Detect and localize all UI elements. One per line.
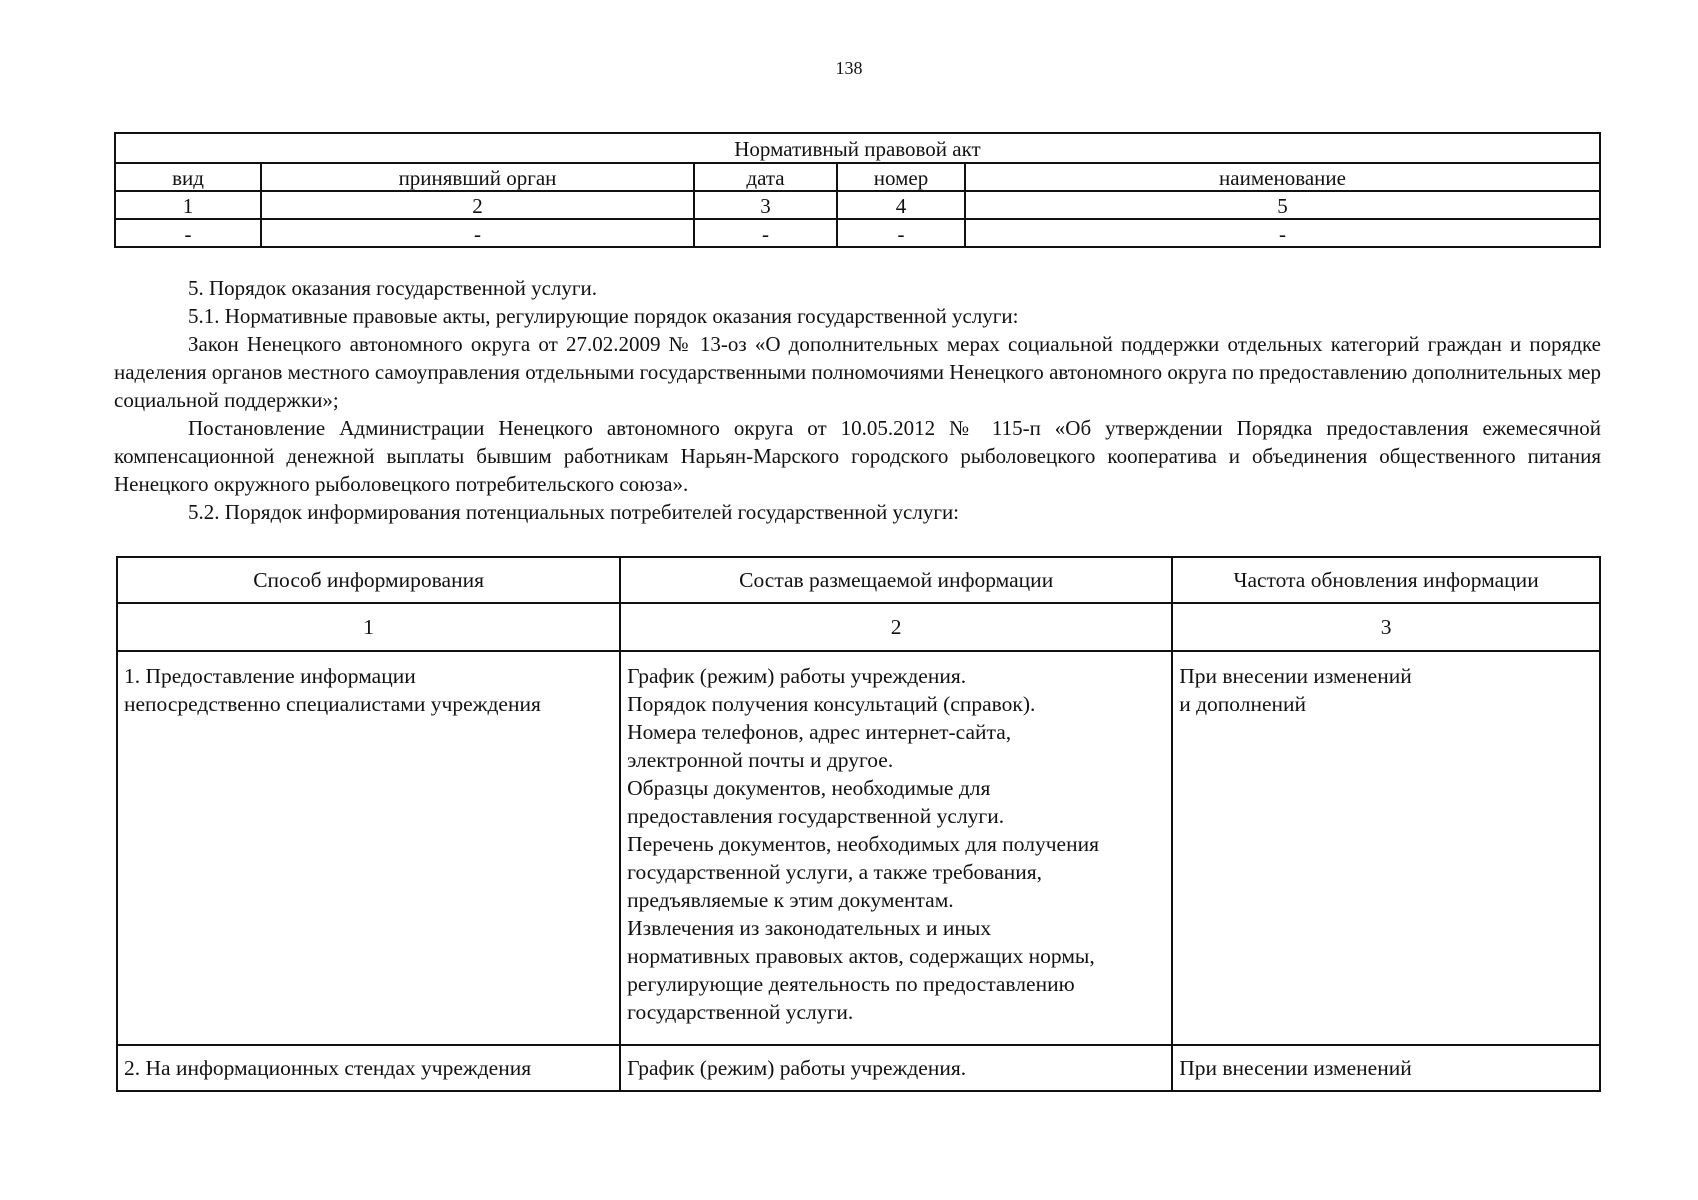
act-cell-value: -	[261, 219, 694, 247]
info-content-cell	[620, 651, 1172, 1045]
cell-line: Номера телефонов, адрес интернет-сайта,	[627, 720, 1012, 744]
act-cell-value: -	[115, 219, 261, 247]
act-cell-value: -	[694, 219, 837, 247]
section-heading: 5. Порядок оказания государственной услуги.	[188, 276, 597, 300]
info-content-cell: График (режим) работы учреждения.	[620, 1045, 1172, 1091]
info-col-number: 3	[1172, 603, 1600, 651]
info-col-number: 1	[117, 603, 620, 651]
act-header-number: номер	[837, 163, 965, 191]
informing-table	[116, 556, 1601, 1092]
resolution-paragraph: Постановление Администрации Ненецкого автономного округа от 10.05.2012 № 115-п «Об утверждении Порядка предоставления ежемесячной компенсационной денежной выплаты бывшим работникам Нарьян-Марского городского рыболовецкого кооператива и объединения общественного питания Ненецкого окружного рыболовецкого потребительского союза».	[114, 416, 1601, 496]
info-header-content: Состав размещаемой информации	[620, 557, 1172, 603]
cell-line: Перечень документов, необходимых для получения	[627, 832, 1099, 856]
act-col-number: 4	[837, 191, 965, 219]
table-row	[117, 1045, 1600, 1091]
cell-line: При внесении изменений	[1179, 664, 1412, 688]
normative-act-table	[114, 132, 1601, 248]
cell-line: непосредственно специалистами учреждения	[124, 692, 541, 716]
info-method-cell: 2. На информационных стендах учреждения	[117, 1045, 620, 1091]
act-col-number: 3	[694, 191, 837, 219]
act-col-number: 2	[261, 191, 694, 219]
info-frequency-cell: При внесении изменений	[1172, 1045, 1600, 1091]
cell-line: государственной услуги, а также требования,	[627, 860, 1042, 884]
table-row	[117, 651, 1600, 1045]
cell-line: государственной услуги.	[627, 1000, 854, 1024]
info-method-cell	[117, 651, 620, 1045]
cell-line: Порядок получения консультаций (справок).	[627, 692, 1036, 716]
act-header-name: наименование	[965, 163, 1600, 191]
body-text	[114, 274, 1601, 526]
law-paragraph: Закон Ненецкого автономного округа от 27.02.2009 № 13-оз «О дополнительных мерах социальной поддержки отдельных категорий граждан и порядке наделения органов местного самоуправления отдельными государственными полномочиями Ненецкого автономного округа по предоставлению дополнительных мер социальной поддержки»;	[114, 332, 1601, 412]
act-col-number: 5	[965, 191, 1600, 219]
cell-line: Извлечения из законодательных и иных	[627, 916, 992, 940]
cell-line: электронной почты и другое.	[627, 748, 894, 772]
act-cell-value: -	[837, 219, 965, 247]
cell-line: предъявляемые к этим документам.	[627, 888, 954, 912]
page-number: 138	[835, 58, 863, 78]
info-header-frequency: Частота обновления информации	[1172, 557, 1600, 603]
cell-line: и дополнений	[1179, 692, 1307, 716]
subsection-heading: 5.1. Нормативные правовые акты, регулирующие порядок оказания государственной услуги:	[188, 304, 1019, 328]
act-table-title: Нормативный правовой акт	[115, 133, 1600, 163]
cell-line: предоставления государственной услуги.	[627, 804, 1005, 828]
act-col-number: 1	[115, 191, 261, 219]
info-col-number: 2	[620, 603, 1172, 651]
cell-line: 1. Предоставление информации	[124, 664, 416, 688]
subsection-heading: 5.2. Порядок информирования потенциальных потребителей государственной услуги:	[188, 500, 960, 524]
cell-line: График (режим) работы учреждения.	[627, 664, 967, 688]
act-cell-value: -	[965, 219, 1600, 247]
act-header-type: вид	[115, 163, 261, 191]
info-frequency-cell	[1172, 651, 1600, 1045]
cell-line: регулирующие деятельность по предоставлению	[627, 972, 1075, 996]
info-header-method: Способ информирования	[117, 557, 620, 603]
cell-line: нормативных правовых актов, содержащих нормы,	[627, 944, 1095, 968]
cell-line: Образцы документов, необходимые для	[627, 776, 991, 800]
act-header-authority: принявший орган	[261, 163, 694, 191]
act-header-date: дата	[694, 163, 837, 191]
